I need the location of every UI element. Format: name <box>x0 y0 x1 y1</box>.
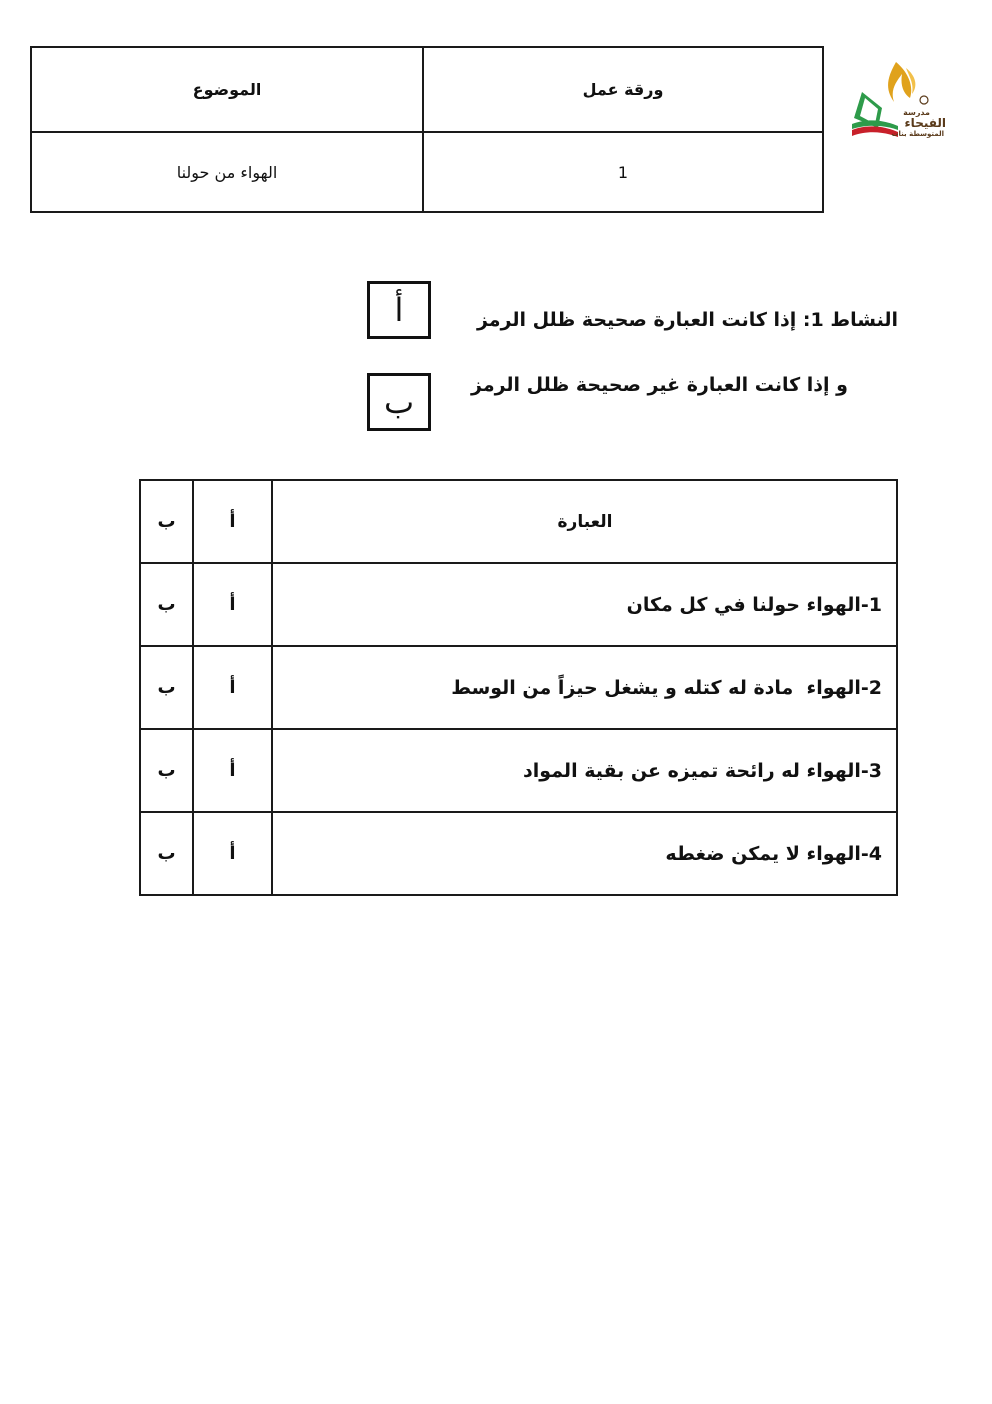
worksheet-title-cell: ورقة عمل <box>423 47 823 132</box>
option-b-cell[interactable]: ب <box>140 812 193 895</box>
option-a-cell[interactable]: أ <box>193 729 272 812</box>
header-table <box>30 46 824 213</box>
symbol-box-true: أ <box>367 281 431 339</box>
subject-title-cell: الموضوع <box>31 47 423 132</box>
option-b-cell[interactable]: ب <box>140 563 193 646</box>
table-row <box>140 812 897 895</box>
activity-instruction-false: و إذا كانت العبارة غير صحيحة ظلل الرمز <box>471 374 848 396</box>
school-logo <box>848 58 948 142</box>
option-b-cell[interactable]: ب <box>140 729 193 812</box>
statement-text: 3-الهواء له رائحة تميزه عن بقية المواد <box>272 729 897 812</box>
option-b-header: ب <box>140 480 193 563</box>
logo-text-school: مدرسة <box>903 108 930 117</box>
worksheet-number-cell: 1 <box>423 132 823 212</box>
table-row <box>140 729 897 812</box>
table-row <box>140 646 897 729</box>
statement-header: العبارة <box>272 480 897 563</box>
statement-text: 4-الهواء لا يمكن ضغطه <box>272 812 897 895</box>
table-row <box>140 563 897 646</box>
table-header-row <box>140 480 897 563</box>
activity-instruction-true: النشاط 1: إذا كانت العبارة صحيحة ظلل الرمز <box>476 309 898 331</box>
subject-value-cell: الهواء من حولنا <box>31 132 423 212</box>
option-a-cell[interactable]: أ <box>193 812 272 895</box>
statement-text: 2-الهواء مادة له كتله و يشغل حيزاً من الوسط <box>272 646 897 729</box>
logo-text-level: المتوسطة بنات <box>891 130 944 138</box>
logo-text-name: الفيحاء <box>904 116 946 130</box>
header-title-row <box>31 47 823 132</box>
option-b-cell[interactable]: ب <box>140 646 193 729</box>
statements-table <box>139 479 898 896</box>
option-a-cell[interactable]: أ <box>193 646 272 729</box>
symbol-box-false: ب <box>367 373 431 431</box>
option-a-header: أ <box>193 480 272 563</box>
statement-text: 1-الهواء حولنا في كل مكان <box>272 563 897 646</box>
option-a-cell[interactable]: أ <box>193 563 272 646</box>
header-value-row <box>31 132 823 212</box>
